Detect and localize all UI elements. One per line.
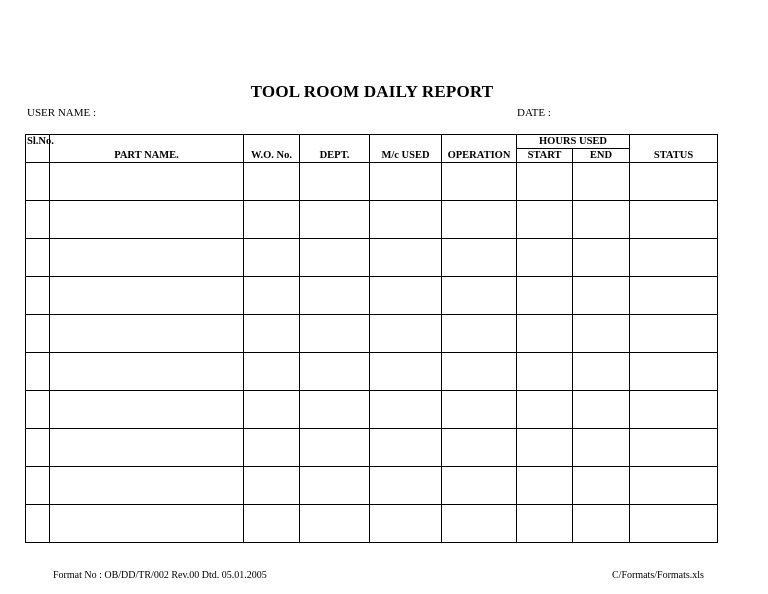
table-row (26, 239, 718, 277)
table-cell (26, 429, 50, 467)
table-cell (370, 505, 442, 543)
table-cell (370, 429, 442, 467)
table-cell (26, 277, 50, 315)
table-cell (517, 163, 573, 201)
table-cell (517, 353, 573, 391)
table-cell (517, 429, 573, 467)
table-cell (630, 429, 718, 467)
table-cell (50, 277, 244, 315)
table-cell (442, 429, 517, 467)
table-cell (50, 315, 244, 353)
table-cell (300, 391, 370, 429)
table-cell (244, 429, 300, 467)
table-cell (244, 353, 300, 391)
table-cell (300, 201, 370, 239)
table-cell (244, 467, 300, 505)
table-cell (442, 315, 517, 353)
table-cell (370, 277, 442, 315)
table-cell (244, 391, 300, 429)
column-header-dept: DEPT. (300, 135, 370, 163)
table-row (26, 429, 718, 467)
table-cell (630, 391, 718, 429)
table-cell (50, 467, 244, 505)
user-name-label: USER NAME : (27, 107, 97, 119)
column-header-start: START (517, 149, 573, 163)
table-cell (244, 239, 300, 277)
table-row (26, 467, 718, 505)
table-cell (26, 239, 50, 277)
table-cell (442, 467, 517, 505)
table-cell (370, 391, 442, 429)
table-cell (370, 239, 442, 277)
table-cell (573, 353, 630, 391)
table-cell (50, 391, 244, 429)
table-cell (26, 163, 50, 201)
table-row (26, 315, 718, 353)
table-cell (630, 239, 718, 277)
table-cell (573, 429, 630, 467)
report-table (25, 134, 718, 543)
table-row (26, 391, 718, 429)
table-cell (517, 239, 573, 277)
table-cell (244, 315, 300, 353)
table-cell (573, 391, 630, 429)
table-cell (442, 163, 517, 201)
table-cell (442, 201, 517, 239)
table-cell (300, 505, 370, 543)
format-number: Format No : OB/DD/TR/002 Rev.00 Dtd. 05.01.2005 (53, 570, 267, 581)
table-cell (442, 353, 517, 391)
table-cell (573, 239, 630, 277)
table-cell (517, 391, 573, 429)
table-cell (50, 201, 244, 239)
table-cell (630, 315, 718, 353)
table-cell (630, 505, 718, 543)
column-header-operation: OPERATION (442, 135, 517, 163)
column-header-part-name: PART NAME. (50, 135, 244, 163)
table-cell (244, 277, 300, 315)
table-cell (300, 429, 370, 467)
column-header-hours-used: HOURS USED (517, 135, 630, 149)
table-cell (517, 315, 573, 353)
table-cell (370, 353, 442, 391)
table-cell (300, 163, 370, 201)
table-cell (573, 163, 630, 201)
table-cell (573, 315, 630, 353)
table-cell (370, 467, 442, 505)
date-label: DATE : (517, 107, 551, 119)
table-cell (370, 201, 442, 239)
report-title: TOOL ROOM DAILY REPORT (250, 82, 494, 101)
table-cell (26, 201, 50, 239)
column-header-wo-no: W.O. No. (244, 135, 300, 163)
table-row (26, 353, 718, 391)
table-cell (26, 467, 50, 505)
table-cell (573, 277, 630, 315)
table-cell (517, 505, 573, 543)
table-row (26, 505, 718, 543)
table-cell (50, 163, 244, 201)
table-cell (26, 391, 50, 429)
table-cell (50, 505, 244, 543)
column-header-status: STATUS (630, 135, 718, 163)
table-cell (573, 201, 630, 239)
table-cell (630, 163, 718, 201)
table-cell (26, 505, 50, 543)
table-cell (630, 467, 718, 505)
table-cell (26, 315, 50, 353)
table-cell (630, 277, 718, 315)
table-row (26, 277, 718, 315)
table-cell (50, 429, 244, 467)
table-cell (630, 353, 718, 391)
table-cell (442, 239, 517, 277)
table-cell (630, 201, 718, 239)
table-row (26, 163, 718, 201)
table-cell (300, 353, 370, 391)
table-cell (573, 505, 630, 543)
table-cell (442, 505, 517, 543)
column-header-sl-no: Sl.No. (26, 135, 50, 163)
file-path: C/Formats/Formats.xls (612, 570, 704, 581)
column-header-end: END (573, 149, 630, 163)
table-cell (517, 467, 573, 505)
table-cell (50, 353, 244, 391)
column-header-mc-used: M/c USED (370, 135, 442, 163)
table-cell (300, 467, 370, 505)
table-cell (442, 391, 517, 429)
table-cell (370, 315, 442, 353)
table-cell (244, 201, 300, 239)
table-cell (26, 353, 50, 391)
table-cell (573, 467, 630, 505)
table-cell (517, 277, 573, 315)
table-cell (244, 505, 300, 543)
table-cell (50, 239, 244, 277)
table-row (26, 201, 718, 239)
table-cell (370, 163, 442, 201)
table-cell (300, 315, 370, 353)
table-body (26, 163, 718, 543)
table-cell (300, 239, 370, 277)
table-cell (244, 163, 300, 201)
table-cell (517, 201, 573, 239)
table-cell (442, 277, 517, 315)
table-cell (300, 277, 370, 315)
